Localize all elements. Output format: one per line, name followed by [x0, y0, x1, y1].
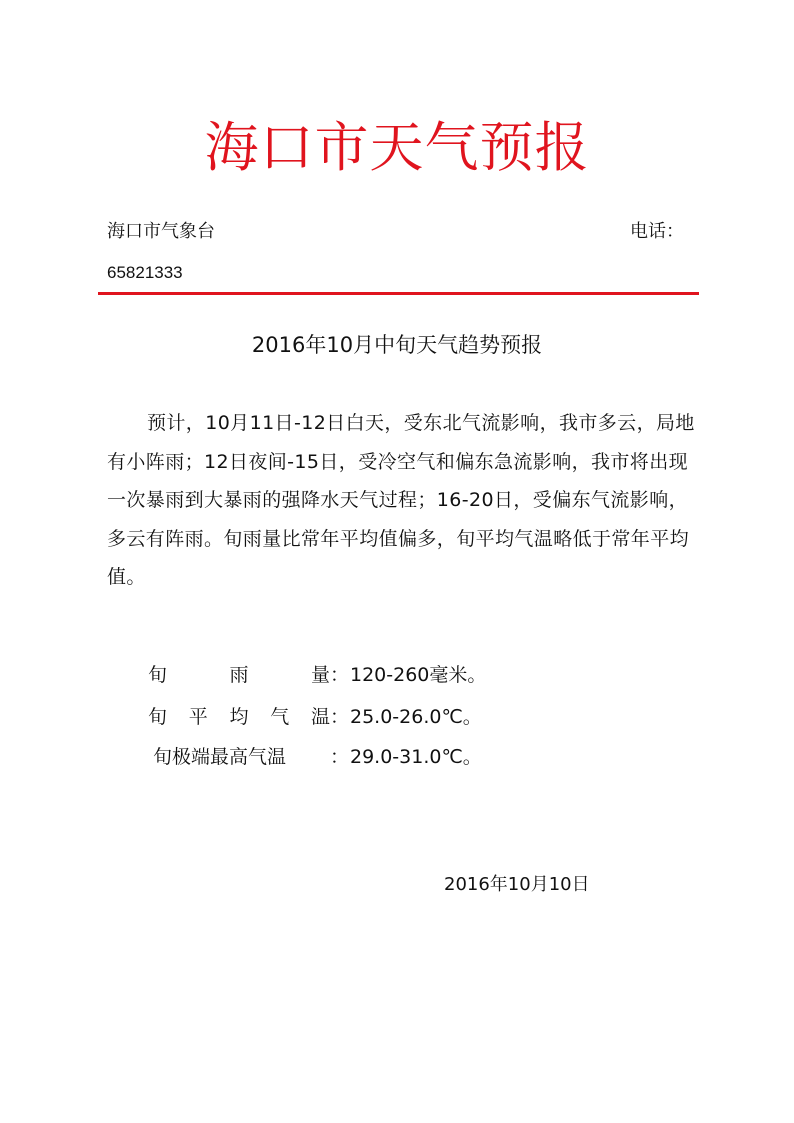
forecast-body: 预计，10月11日-12日白天，受东北气流影响，我市多云，局地有小阵雨；12日夜间-15日，受冷空气和偏东急流影响，我市将出现一次暴雨到大暴雨的强降水天气过程；16-20日，受偏东气流影响，多云有阵雨。旬雨量比常年平均值偏多，旬平均气温略低于常年平均值。 [107, 412, 695, 588]
stat-colon: ： [330, 664, 350, 686]
phone-label: 电话： [630, 221, 684, 242]
stat-row-rainfall [148, 660, 486, 690]
stat-value: 25.0-26.0℃。 [350, 706, 482, 728]
stat-row-max-temp [153, 742, 482, 772]
stat-value: 120-260毫米。 [350, 664, 487, 686]
header-divider [98, 292, 699, 295]
stat-row-avg-temp [148, 702, 482, 732]
issuer-name: 海口市气象台 [107, 221, 215, 242]
stat-label: 旬平均气温 [148, 706, 330, 728]
issue-date: 2016年10月10日 [444, 874, 590, 895]
stat-colon: ： [330, 706, 350, 728]
report-subtitle: 2016年10月中旬天气趋势预报 [251, 333, 543, 357]
stat-label: 旬极端最高气温 [153, 746, 287, 768]
page-title: 海口市天气预报 [204, 116, 590, 179]
stat-label: 旬雨量 [148, 664, 330, 686]
stat-value: 29.0-31.0℃。 [350, 746, 482, 768]
stat-colon: ： [330, 746, 350, 768]
phone-number: 65821333 [107, 263, 183, 282]
